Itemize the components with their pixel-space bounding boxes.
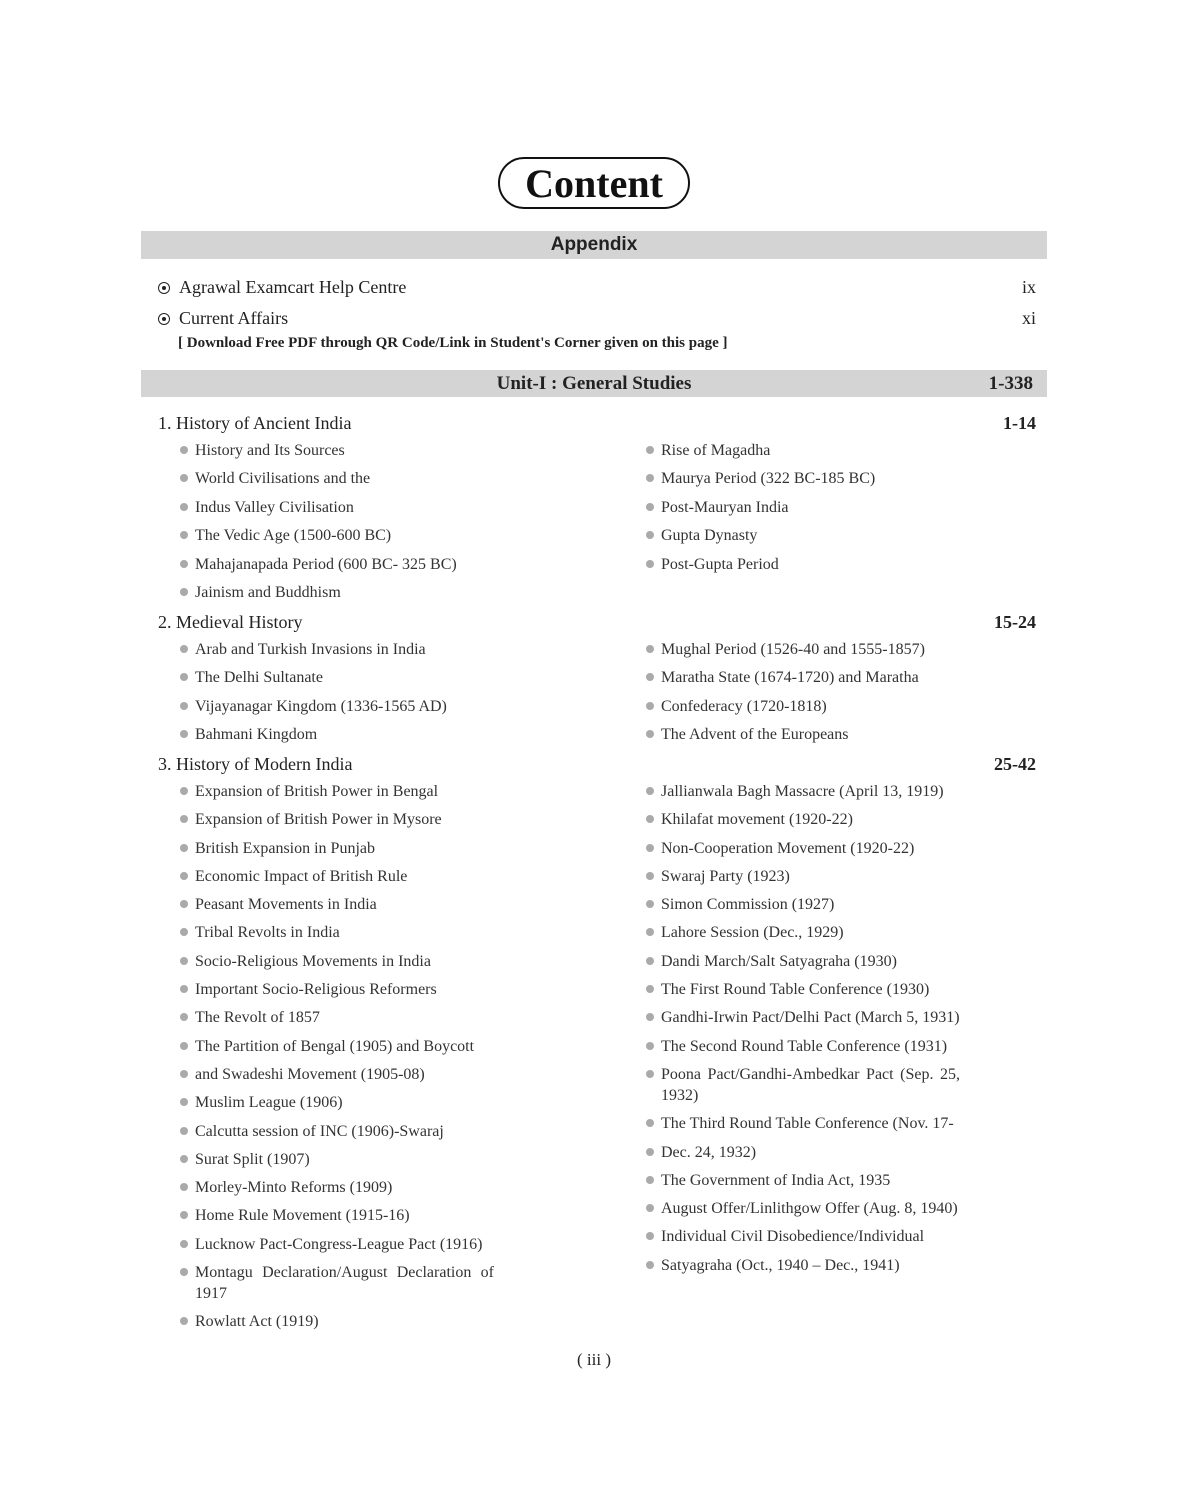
topic-list-left [180,781,494,1340]
appendix-item-page: xi [1021,308,1036,328]
topic-item[interactable]: Home Rule Movement (1915-16) [180,1205,494,1226]
topic-item[interactable]: Important Socio-Religious Reformers [180,979,494,1000]
unit-title: Unit-I : General Studies [496,373,692,394]
topic-item[interactable]: Muslim League (1906) [180,1092,494,1113]
topic-list-right [646,639,960,753]
topic-item[interactable]: The Partition of Bengal (1905) and Boycott [180,1036,494,1057]
topic-item[interactable]: Maurya Period (322 BC-185 BC) [646,468,960,489]
appendix-heading: Appendix [550,234,638,255]
appendix-header-bar [141,231,1047,259]
topic-item[interactable]: Post-Gupta Period [646,554,960,575]
topic-item[interactable]: Satyagraha (Oct., 1940 – Dec., 1941) [646,1255,960,1276]
topic-item[interactable]: Montagu Declaration/August Declaration of 1917 [180,1262,494,1304]
topic-item[interactable]: Arab and Turkish Invasions in India [180,639,500,660]
chapter-pages: 25-42 [994,754,1036,774]
topic-item[interactable]: The First Round Table Conference (1930) [646,979,960,1000]
topic-item[interactable]: Bahmani Kingdom [180,724,500,745]
topic-item[interactable]: The Advent of the Europeans [646,724,960,745]
chapter-heading[interactable] [158,754,1036,778]
topic-item[interactable]: Surat Split (1907) [180,1149,494,1170]
topic-item[interactable]: Dec. 24, 1932) [646,1142,960,1163]
topic-item[interactable]: Rise of Magadha [646,440,960,461]
appendix-item[interactable] [158,308,1036,332]
topic-item[interactable]: Vijayanagar Kingdom (1336-1565 AD) [180,696,500,717]
topic-item[interactable]: Mahajanapada Period (600 BC- 325 BC) [180,554,500,575]
topic-item[interactable]: British Expansion in Punjab [180,838,494,859]
topic-item[interactable]: August Offer/Linlithgow Offer (Aug. 8, 1940) [646,1198,960,1219]
topic-item[interactable]: World Civilisations and the [180,468,500,489]
chapter-heading[interactable] [158,612,1036,636]
topic-list-right [646,440,960,582]
topic-item[interactable]: Lucknow Pact-Congress-League Pact (1916) [180,1234,494,1255]
topic-item[interactable]: and Swadeshi Movement (1905-08) [180,1064,494,1085]
topic-item[interactable]: Confederacy (1720-1818) [646,696,960,717]
topic-item[interactable]: The Vedic Age (1500-600 BC) [180,525,500,546]
topic-item[interactable]: The Delhi Sultanate [180,667,500,688]
topic-item[interactable]: The Government of India Act, 1935 [646,1170,960,1191]
topic-item[interactable]: Calcutta session of INC (1906)-Swaraj [180,1121,494,1142]
topic-item[interactable]: History and Its Sources [180,440,500,461]
chapter-title: 2. Medieval History [158,612,303,632]
topic-item[interactable]: Non-Cooperation Movement (1920-22) [646,838,960,859]
topic-item[interactable]: The Third Round Table Conference (Nov. 17- [646,1113,960,1134]
topic-item[interactable]: Jallianwala Bagh Massacre (April 13, 1919) [646,781,960,802]
topic-item[interactable]: The Second Round Table Conference (1931) [646,1036,960,1057]
topic-list-left [180,440,500,610]
appendix-download-note: [ Download Free PDF through QR Code/Link in Student's Corner given on this page ] [178,335,728,351]
chapter-title: 1. History of Ancient India [158,413,352,433]
topic-item[interactable]: Lahore Session (Dec., 1929) [646,922,960,943]
topic-item[interactable]: Swaraj Party (1923) [646,866,960,887]
topic-item[interactable]: Peasant Movements in India [180,894,494,915]
topic-item[interactable]: Expansion of British Power in Mysore [180,809,494,830]
appendix-item-label: Agrawal Examcart Help Centre [179,277,407,297]
topic-list-left [180,639,500,753]
topic-item[interactable]: Post-Mauryan India [646,497,960,518]
appendix-item-label: Current Affairs [179,308,289,328]
unit-pages: 1-338 [988,373,1033,394]
topic-item[interactable]: Rowlatt Act (1919) [180,1311,494,1332]
chapter-pages: 1-14 [1003,413,1036,433]
topic-item[interactable]: Gandhi-Irwin Pact/Delhi Pact (March 5, 1931) [646,1007,960,1028]
topic-item[interactable]: Expansion of British Power in Bengal [180,781,494,802]
topic-item[interactable]: Poona Pact/Gandhi-Ambedkar Pact (Sep. 25, 1932) [646,1064,960,1106]
topic-item[interactable]: Tribal Revolts in India [180,922,494,943]
unit-header-bar [141,370,1047,397]
page-title: Content [498,157,690,209]
circle-dot-bullet-icon [158,313,170,325]
topic-item[interactable]: Mughal Period (1526-40 and 1555-1857) [646,639,960,660]
topic-item[interactable]: Simon Commission (1927) [646,894,960,915]
topic-item[interactable]: Dandi March/Salt Satyagraha (1930) [646,951,960,972]
appendix-item[interactable] [158,277,1036,301]
topic-item[interactable]: Socio-Religious Movements in India [180,951,494,972]
topic-item[interactable]: Khilafat movement (1920-22) [646,809,960,830]
topic-item[interactable]: Jainism and Buddhism [180,582,500,603]
page-number: ( iii ) [577,1350,611,1369]
appendix-item-page: ix [1021,277,1036,297]
chapter-pages: 15-24 [994,612,1036,632]
topic-item[interactable]: Gupta Dynasty [646,525,960,546]
topic-item[interactable]: Indus Valley Civilisation [180,497,500,518]
chapter-title: 3. History of Modern India [158,754,353,774]
circle-dot-bullet-icon [158,282,170,294]
topic-item[interactable]: Individual Civil Disobedience/Individual [646,1226,960,1247]
topic-item[interactable]: The Revolt of 1857 [180,1007,494,1028]
topic-item[interactable]: Morley-Minto Reforms (1909) [180,1177,494,1198]
topic-list-right [646,781,960,1283]
topic-item[interactable]: Economic Impact of British Rule [180,866,494,887]
chapter-heading[interactable] [158,413,1036,437]
topic-item[interactable]: Maratha State (1674-1720) and Maratha [646,667,960,688]
